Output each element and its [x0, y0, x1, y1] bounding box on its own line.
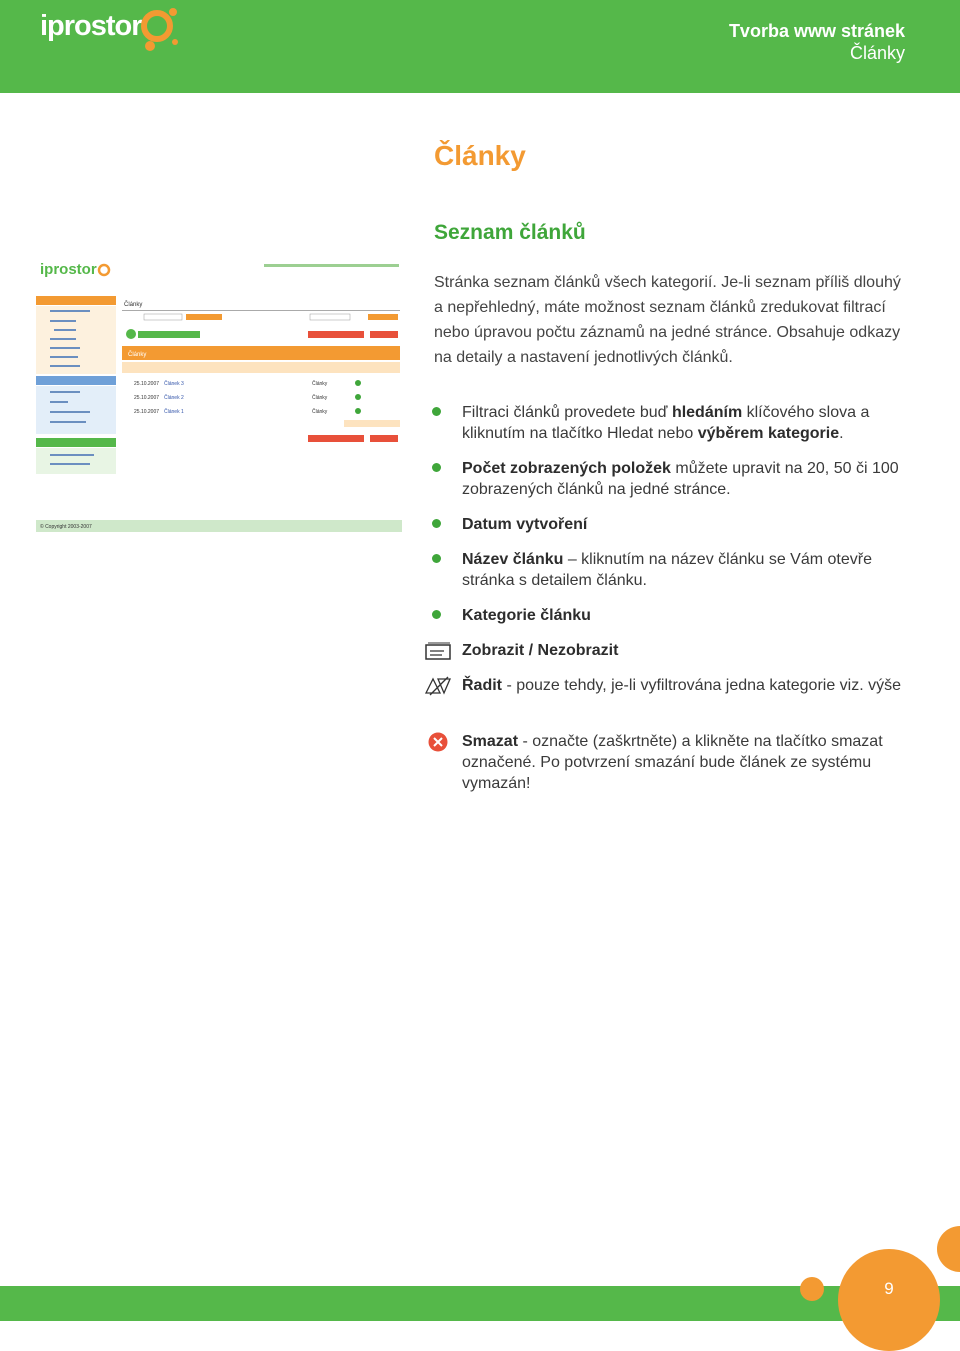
bullet-icon: [432, 519, 441, 528]
display-toggle-icon: [424, 640, 452, 662]
svg-text:25.10.2007: 25.10.2007: [134, 395, 160, 401]
decor-dot: [800, 1277, 824, 1301]
shot-settings-header: [36, 376, 116, 385]
admin-screenshot: [36, 258, 402, 533]
iprostor-logo[interactable]: [40, 4, 190, 56]
svg-text:Článek 1: Článek 1: [164, 409, 184, 415]
list-item: Počet zobrazených položek můžete upravit na 20, 50 či 100 zobrazených článků na jedné stránce.: [424, 458, 924, 514]
shot-breadcrumb: Články: [124, 302, 143, 308]
sort-icon: [424, 675, 452, 697]
feature-list: [424, 402, 924, 797]
shot-category-select: [310, 314, 350, 320]
svg-text:Články: Články: [312, 381, 328, 387]
shot-search-input: [144, 314, 182, 320]
svg-text:25.10.2007: 25.10.2007: [134, 381, 160, 387]
shot-logo-ring-icon: [99, 265, 109, 275]
shot-help-icon: [126, 329, 136, 339]
svg-text:Článek 2: Článek 2: [164, 395, 184, 401]
logo-text: iprostor: [40, 10, 142, 42]
shot-list-header: [122, 346, 400, 360]
shot-search-button: [186, 314, 222, 320]
list-item: Datum vytvoření: [424, 514, 924, 549]
svg-text:Článek 3: Článek 3: [164, 381, 184, 387]
list-item: Řadit - pouze tehdy, je-li vyfiltrována jedna kategorie viz. výše: [424, 675, 924, 731]
shot-help-header: [36, 438, 116, 447]
bullet-icon: [432, 463, 441, 472]
shot-heading: Články: [128, 352, 147, 358]
shot-help-menu: [36, 448, 116, 474]
svg-text:Články: Články: [312, 395, 328, 401]
shot-settings-menu: [36, 386, 116, 434]
shot-row: [134, 408, 361, 415]
bullet-icon: [432, 554, 441, 563]
list-item: Kategorie článku: [424, 605, 924, 640]
delete-icon: [424, 731, 452, 753]
shot-logo: iprostor: [40, 261, 97, 278]
decor-dot: [937, 1226, 960, 1272]
header-title: Tvorba www stránek: [728, 21, 905, 41]
list-item: Zobrazit / Nezobrazit: [424, 640, 924, 675]
logo-ring-icon: [40, 4, 190, 56]
list-item: Název článku – kliknutím na název článku se Vám otevře stránka s detailem článku.: [424, 549, 924, 605]
bullet-icon: [432, 407, 441, 416]
header-bar: [0, 0, 960, 93]
svg-text:25.10.2007: 25.10.2007: [134, 409, 160, 415]
shot-columns: [122, 362, 400, 373]
list-item: Filtraci článků provedete buď hledáním klíčového slova a kliknutím na tlačítko Hledat nebo výběrem kategorie.: [424, 402, 924, 458]
shot-menu-header: [36, 296, 116, 305]
svg-text:Články: Články: [312, 409, 328, 415]
shot-row: [134, 380, 361, 387]
page-number: 9: [884, 1279, 894, 1298]
page-title: Články: [434, 140, 526, 171]
section-title: Seznam článků: [434, 221, 586, 244]
page-number-circle: [838, 1249, 940, 1351]
shot-row: [134, 394, 361, 401]
shot-top-links: [264, 264, 399, 267]
shot-copyright: © Copyright 2003-2007: [40, 524, 92, 530]
intro-paragraph: Stránka seznam článků všech kategorií. Je-li seznam příliš dlouhý a nepřehledný, máte možnost seznam článků zredukovat filtrací nebo úpravou počtu záznamů na jedné stránce. Obsahuje odkazy na detaily a nastavení jednotlivých článků.: [434, 274, 901, 366]
bullet-icon: [432, 610, 441, 619]
header-subtitle: Články: [849, 43, 905, 63]
list-item: Smazat - označte (zaškrtněte) a klikněte na tlačítko smazat označené. Po potvrzení smazání bude článek ze systému vymazán!: [424, 731, 924, 797]
